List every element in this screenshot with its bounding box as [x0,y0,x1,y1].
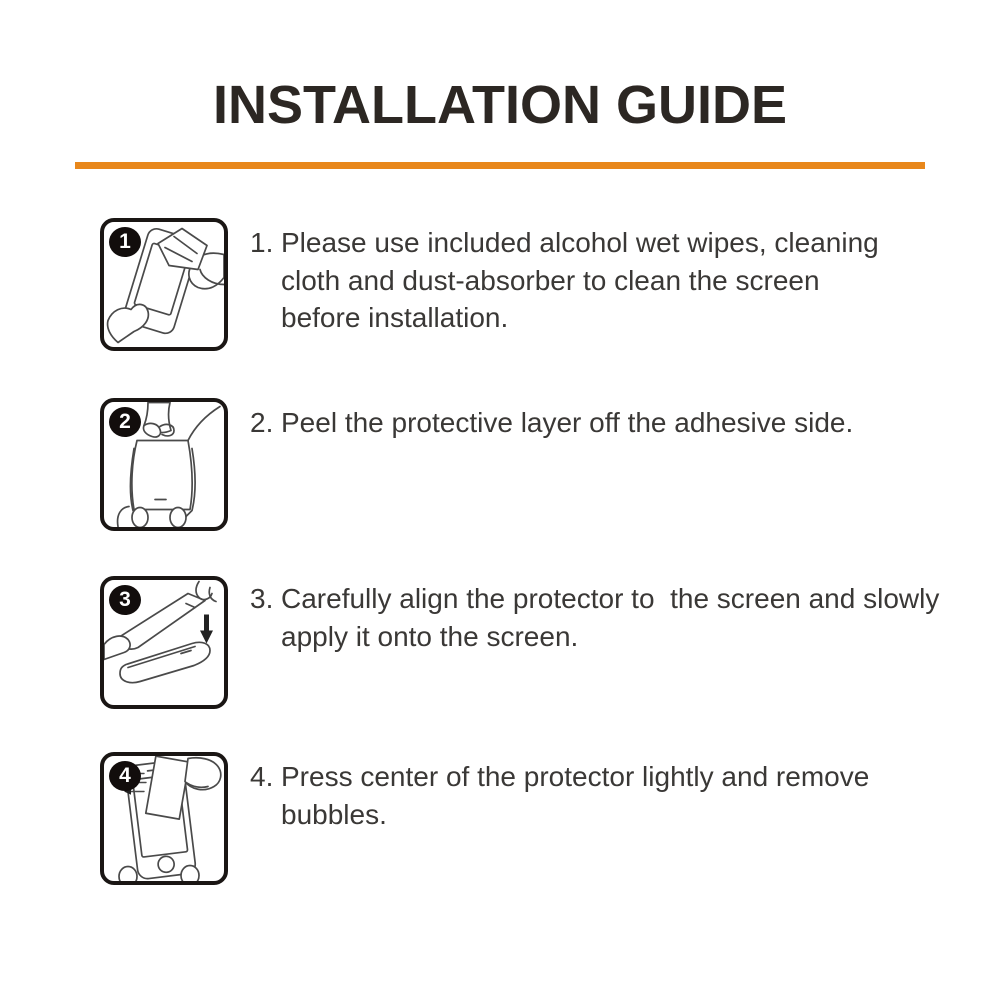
step-3-marker: 3. [250,583,274,614]
step-3-instruction [250,580,948,655]
step-4-marker: 4. [250,761,274,792]
step-2-text: Peel the protective layer off the adhesive side. [281,407,854,438]
step-3-figure [100,576,228,709]
down-arrow-icon [200,615,213,644]
step-4-figure [100,752,228,885]
accent-divider-rule [75,162,925,169]
step-2-instruction [250,404,941,442]
step-1-text: Please use included alcohol wet wipes, cleaning cloth and dust-absorber to clean the screen before installation. [281,227,887,333]
step-2-number-badge: 2 [109,407,141,437]
step-4-instruction [250,758,941,833]
page-title: INSTALLATION GUIDE [213,75,787,135]
step-1-marker: 1. [250,227,274,258]
step-1-instruction [250,224,887,337]
step-2-marker: 2. [250,407,274,438]
step-4-number-badge: 4 [109,761,141,791]
step-3-number-badge: 3 [109,585,141,615]
step-1-number-badge: 1 [109,227,141,257]
step-1-figure [100,218,228,351]
step-2-figure [100,398,228,531]
step-4-text: Press center of the protector lightly and remove bubbles. [281,761,878,830]
step-3-text: Carefully align the protector to the screen and slowly apply it onto the screen. [281,583,948,652]
